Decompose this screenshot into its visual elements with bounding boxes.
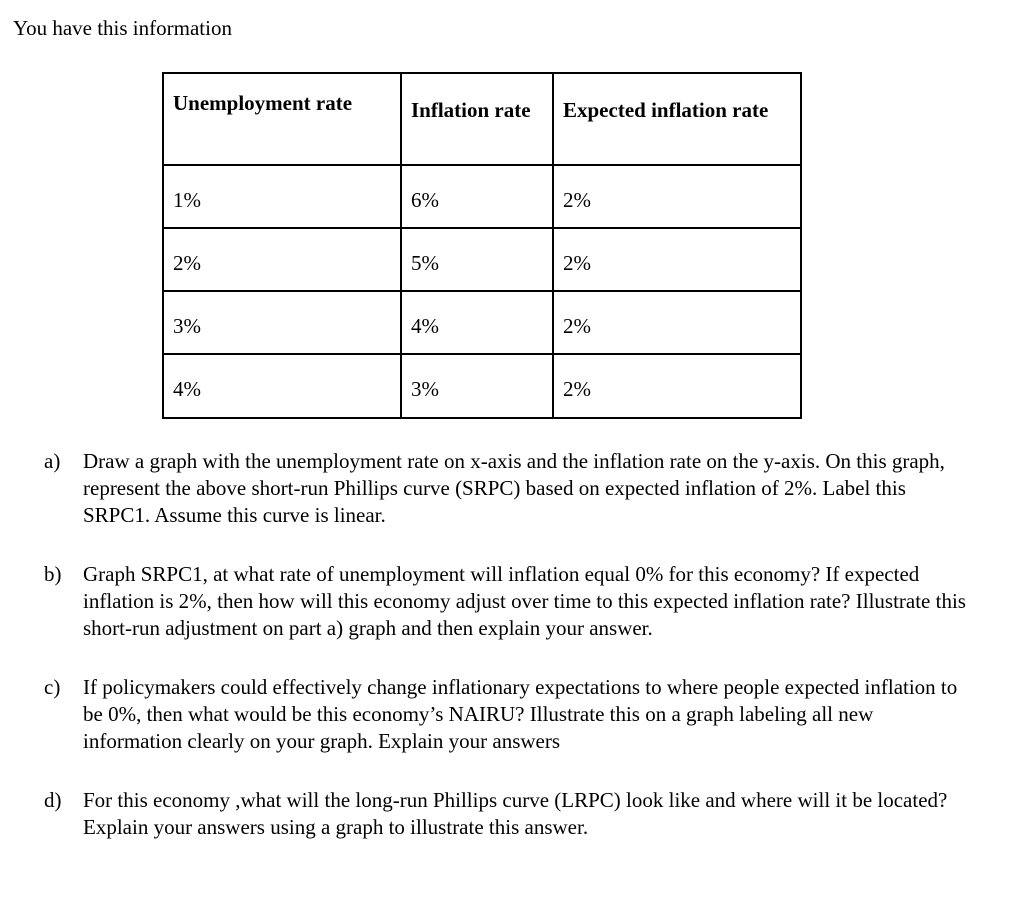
cell-unemployment: 4% [163,354,401,418]
cell-unemployment: 2% [163,228,401,291]
cell-expected-inflation: 2% [553,354,801,418]
question-text: Graph SRPC1, at what rate of unemployment will inflation equal 0% for this economy? If expected inflation is 2%, then how will this economy adjust over time to this expected inflation rate? Illustrate this short-run adjustment on part a) graph and then explain your answer. [83,562,966,640]
question-a [44,448,974,529]
cell-unemployment: 3% [163,291,401,354]
cell-expected-inflation: 2% [553,291,801,354]
cell-expected-inflation: 2% [553,165,801,228]
question-text: Draw a graph with the unemployment rate on x-axis and the inflation rate on the y-axis. On this graph, represent the above short-run Phillips curve (SRPC) based on expected inflation of 2%. Label this SRPC1. Assume this curve is linear. [83,449,945,527]
table-header-row [163,73,801,165]
table-row [163,354,801,418]
table-row [163,165,801,228]
header-inflation-rate: Inflation rate [401,73,553,165]
cell-inflation: 5% [401,228,553,291]
header-unemployment-rate: Unemployment rate [163,73,401,165]
data-table [162,72,802,419]
cell-expected-inflation: 2% [553,228,801,291]
question-marker: c) [44,675,61,699]
header-expected-inflation-rate: Expected inflation rate [553,73,801,165]
question-marker: b) [44,562,62,586]
question-marker: d) [44,788,62,812]
cell-inflation: 3% [401,354,553,418]
question-list [44,448,974,841]
intro-text: You have this information [13,16,232,40]
question-c [44,674,974,755]
question-b [44,561,974,642]
cell-inflation: 4% [401,291,553,354]
cell-inflation: 6% [401,165,553,228]
question-text: If policymakers could effectively change inflationary expectations to where people expected inflation to be 0%, then what would be this economy’s NAIRU? Illustrate this on a graph labeling all new information clearly on your graph. Explain your answers [83,675,958,753]
question-d [44,787,974,841]
question-text: For this economy ,what will the long-run Phillips curve (LRPC) look like and where will it be located? Explain your answers using a graph to illustrate this answer. [83,788,948,839]
question-marker: a) [44,449,61,473]
table-row [163,291,801,354]
cell-unemployment: 1% [163,165,401,228]
table-row [163,228,801,291]
